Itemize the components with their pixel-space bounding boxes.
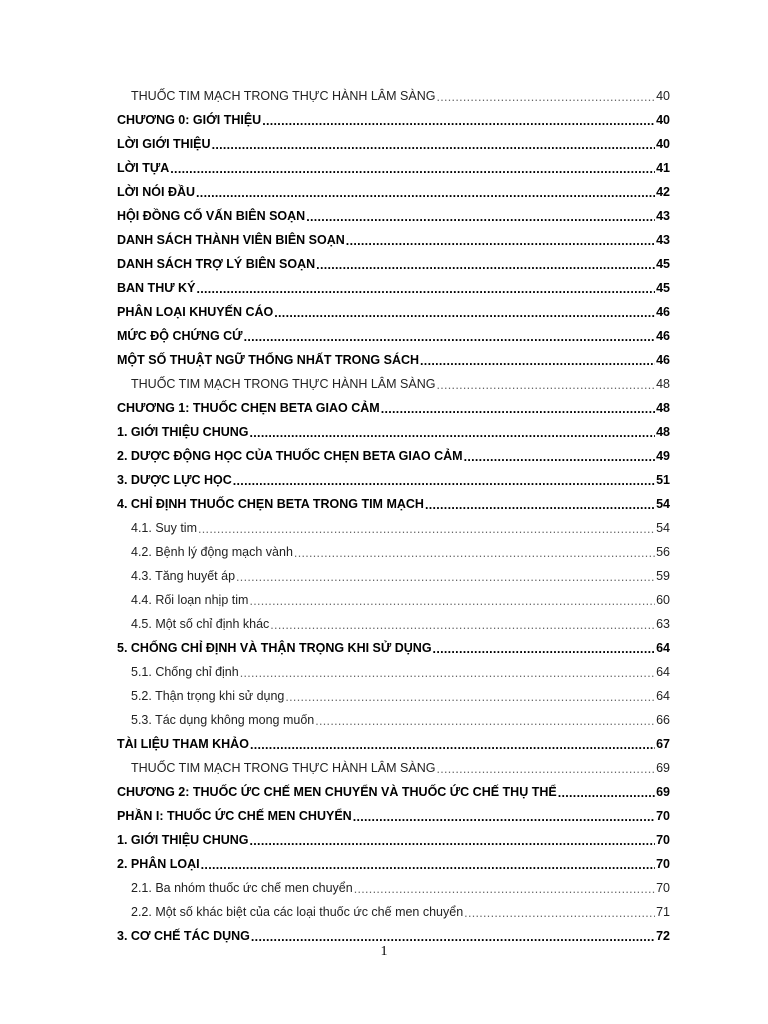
page-number: 1 — [380, 944, 388, 959]
dot-leader — [436, 379, 655, 392]
toc-entry-page-number: 46 — [656, 353, 670, 367]
dot-leader — [270, 619, 655, 632]
toc-entry[interactable] — [117, 372, 670, 396]
dot-leader — [250, 427, 656, 440]
toc-entry[interactable] — [117, 444, 670, 468]
toc-entry-title: DANH SÁCH TRỢ LÝ BIÊN SOẠN — [117, 257, 316, 271]
toc-entry[interactable] — [117, 516, 670, 540]
toc-entry-page-number: 54 — [656, 521, 670, 535]
toc-entry-page-number: 46 — [656, 305, 670, 319]
toc-entry[interactable] — [117, 84, 670, 108]
toc-entry-title: PHÂN LOẠI KHUYẾN CÁO — [117, 305, 274, 319]
dot-leader — [294, 547, 655, 560]
dot-leader — [558, 787, 655, 800]
toc-entry[interactable] — [117, 348, 670, 372]
toc-entry-title: DANH SÁCH THÀNH VIÊN BIÊN SOẠN — [117, 233, 345, 247]
toc-entry-page-number: 72 — [656, 929, 670, 943]
toc-entry-title: HỘI ĐỒNG CỐ VẤN BIÊN SOẠN — [117, 209, 306, 223]
toc-entry-title: 1. GIỚI THIỆU CHUNG — [117, 833, 249, 847]
dot-leader — [420, 355, 655, 368]
toc-entry-title: LỜI TỰA — [117, 161, 170, 175]
toc-entry-title: BAN THƯ KÝ — [117, 281, 196, 295]
toc-entry-page-number: 70 — [656, 809, 670, 823]
toc-entry[interactable] — [117, 420, 670, 444]
dot-leader — [262, 115, 655, 128]
toc-entry-title: LỜI NÓI ĐẦU — [117, 185, 196, 199]
dot-leader — [251, 931, 655, 944]
toc-entry[interactable] — [117, 300, 670, 324]
dot-leader — [198, 523, 655, 536]
toc-entry-title: 4. CHỈ ĐỊNH THUỐC CHẸN BETA TRONG TIM MẠCH — [117, 497, 424, 511]
toc-entry-page-number: 48 — [656, 377, 670, 391]
toc-entry[interactable] — [117, 564, 670, 588]
dot-leader — [244, 331, 656, 344]
toc-entry[interactable] — [117, 180, 670, 204]
toc-entry[interactable] — [117, 636, 670, 660]
toc-entry-title: 4.5. Một số chỉ định khác — [131, 617, 270, 631]
toc-entry-title: 5.3. Tác dụng không mong muốn — [131, 713, 315, 727]
toc-entry[interactable] — [117, 396, 670, 420]
toc-entry-page-number: 71 — [656, 905, 670, 919]
toc-entry-page-number: 70 — [656, 833, 670, 847]
dot-leader — [250, 835, 656, 848]
toc-entry-title: 1. GIỚI THIỆU CHUNG — [117, 425, 249, 439]
dot-leader — [353, 811, 655, 824]
toc-entry[interactable] — [117, 156, 670, 180]
dot-leader — [315, 715, 655, 728]
toc-entry-page-number: 69 — [656, 761, 670, 775]
dot-leader — [240, 667, 655, 680]
toc-entry-page-number: 66 — [656, 713, 670, 727]
toc-entry-title: 2. DƯỢC ĐỘNG HỌC CỦA THUỐC CHẸN BETA GIAO CẢM — [117, 449, 463, 463]
toc-entry-title: LỜI GIỚI THIỆU — [117, 137, 211, 151]
toc-entry-page-number: 40 — [656, 113, 670, 127]
toc-entry-title: 3. CƠ CHẾ TÁC DỤNG — [117, 929, 250, 943]
toc-entry-page-number: 49 — [656, 449, 670, 463]
toc-entry[interactable] — [117, 780, 670, 804]
dot-leader — [316, 259, 655, 272]
toc-entry-title: 4.1. Suy tim — [131, 521, 197, 535]
toc-entry-page-number: 64 — [656, 641, 670, 655]
toc-entry-page-number: 40 — [656, 137, 670, 151]
toc-entry-title: PHẦN I: THUỐC ỨC CHẾ MEN CHUYỂN — [117, 809, 352, 823]
dot-leader — [196, 283, 655, 296]
toc-entry-page-number: 64 — [656, 689, 670, 703]
dot-leader — [196, 187, 655, 200]
toc-entry-title: MỘT SỐ THUẬT NGỮ THỐNG NHẤT TRONG SÁCH — [117, 353, 420, 367]
toc-entry-title: TÀI LIỆU THAM KHẢO — [117, 737, 249, 751]
toc-entry-title: 4.3. Tăng huyết áp — [131, 569, 236, 583]
toc-entry-title: THUỐC TIM MẠCH TRONG THỰC HÀNH LÂM SÀNG — [131, 89, 436, 103]
toc-entry-page-number: 43 — [656, 233, 670, 247]
toc-entry-page-number: 67 — [656, 737, 670, 751]
toc-entry-page-number: 40 — [656, 89, 670, 103]
toc-entry[interactable] — [117, 852, 670, 876]
toc-entry-title: THUỐC TIM MẠCH TRONG THỰC HÀNH LÂM SÀNG — [131, 761, 436, 775]
toc-entry-page-number: 45 — [656, 281, 670, 295]
dot-leader — [464, 907, 655, 920]
dot-leader — [285, 691, 655, 704]
toc-entry-title: MỨC ĐỘ CHỨNG CỨ — [117, 329, 243, 343]
dot-leader — [381, 403, 655, 416]
toc-entry-page-number: 56 — [656, 545, 670, 559]
toc-entry[interactable] — [117, 900, 670, 924]
toc-entry[interactable] — [117, 204, 670, 228]
dot-leader — [212, 139, 656, 152]
dot-leader — [464, 451, 656, 464]
toc-entry[interactable] — [117, 756, 670, 780]
toc-entry-page-number: 60 — [656, 593, 670, 607]
dot-leader — [436, 763, 655, 776]
toc-entry-title: 2.2. Một số khác biệt của các loại thuốc ức chế men chuyển — [131, 905, 464, 919]
toc-entry-title: 4.4. Rối loạn nhịp tim — [131, 593, 249, 607]
dot-leader — [306, 211, 655, 224]
toc-entry[interactable] — [117, 828, 670, 852]
dot-leader — [433, 643, 656, 656]
toc-entry-page-number: 46 — [656, 329, 670, 343]
toc-entry[interactable] — [117, 804, 670, 828]
dot-leader — [233, 475, 655, 488]
dot-leader — [249, 595, 655, 608]
toc-entry-page-number: 51 — [656, 473, 670, 487]
toc-entry[interactable] — [117, 468, 670, 492]
dot-leader — [236, 571, 655, 584]
toc-entry-title: 5.1. Chống chỉ định — [131, 665, 239, 679]
toc-entry[interactable] — [117, 492, 670, 516]
toc-entry-title: 3. DƯỢC LỰC HỌC — [117, 473, 232, 487]
toc-entry-title: CHƯƠNG 2: THUỐC ỨC CHẾ MEN CHUYỂN VÀ THUỐC ỨC CHẾ THỤ THỂ — [117, 785, 557, 799]
toc-entry-page-number: 70 — [656, 881, 670, 895]
toc-entry-page-number: 41 — [656, 161, 670, 175]
toc-entry[interactable] — [117, 684, 670, 708]
toc-entry-page-number: 59 — [656, 569, 670, 583]
toc-entry-page-number: 48 — [656, 401, 670, 415]
toc-entry[interactable] — [117, 708, 670, 732]
toc-entry[interactable] — [117, 732, 670, 756]
toc-entry-page-number: 64 — [656, 665, 670, 679]
toc-entry[interactable] — [117, 252, 670, 276]
toc-entry[interactable] — [117, 228, 670, 252]
toc-entry-title: 5.2. Thận trọng khi sử dụng — [131, 689, 285, 703]
toc-entry[interactable] — [117, 612, 670, 636]
toc-entry-page-number: 48 — [656, 425, 670, 439]
toc-entry-title: CHƯƠNG 1: THUỐC CHẸN BETA GIAO CẢM — [117, 401, 380, 415]
dot-leader — [354, 883, 655, 896]
toc-entry-title: 5. CHỐNG CHỈ ĐỊNH VÀ THẬN TRỌNG KHI SỬ DỤNG — [117, 641, 432, 655]
toc-entry-title: 2. PHÂN LOẠI — [117, 857, 200, 871]
toc-entry[interactable] — [117, 276, 670, 300]
table-of-contents — [117, 84, 670, 948]
dot-leader — [425, 499, 655, 512]
toc-entry[interactable] — [117, 324, 670, 348]
toc-entry[interactable] — [117, 660, 670, 684]
toc-entry[interactable] — [117, 588, 670, 612]
dot-leader — [436, 91, 655, 104]
dot-leader — [250, 739, 655, 752]
toc-entry-page-number: 54 — [656, 497, 670, 511]
toc-entry[interactable] — [117, 540, 670, 564]
dot-leader — [274, 307, 655, 320]
toc-entry[interactable] — [117, 132, 670, 156]
dot-leader — [346, 235, 655, 248]
toc-entry-page-number: 42 — [656, 185, 670, 199]
dot-leader — [170, 163, 655, 176]
toc-entry-title: 4.2. Bệnh lý động mạch vành — [131, 545, 293, 559]
toc-entry-page-number: 45 — [656, 257, 670, 271]
toc-entry-page-number: 69 — [656, 785, 670, 799]
toc-entry-page-number: 63 — [656, 617, 670, 631]
toc-entry-title: 2.1. Ba nhóm thuốc ức chế men chuyển — [131, 881, 353, 895]
toc-entry[interactable] — [117, 108, 670, 132]
toc-entry-page-number: 43 — [656, 209, 670, 223]
dot-leader — [201, 859, 655, 872]
toc-entry-page-number: 70 — [656, 857, 670, 871]
toc-entry[interactable] — [117, 876, 670, 900]
toc-entry-title: THUỐC TIM MẠCH TRONG THỰC HÀNH LÂM SÀNG — [131, 377, 436, 391]
toc-entry-title: CHƯƠNG 0: GIỚI THIỆU — [117, 113, 262, 127]
